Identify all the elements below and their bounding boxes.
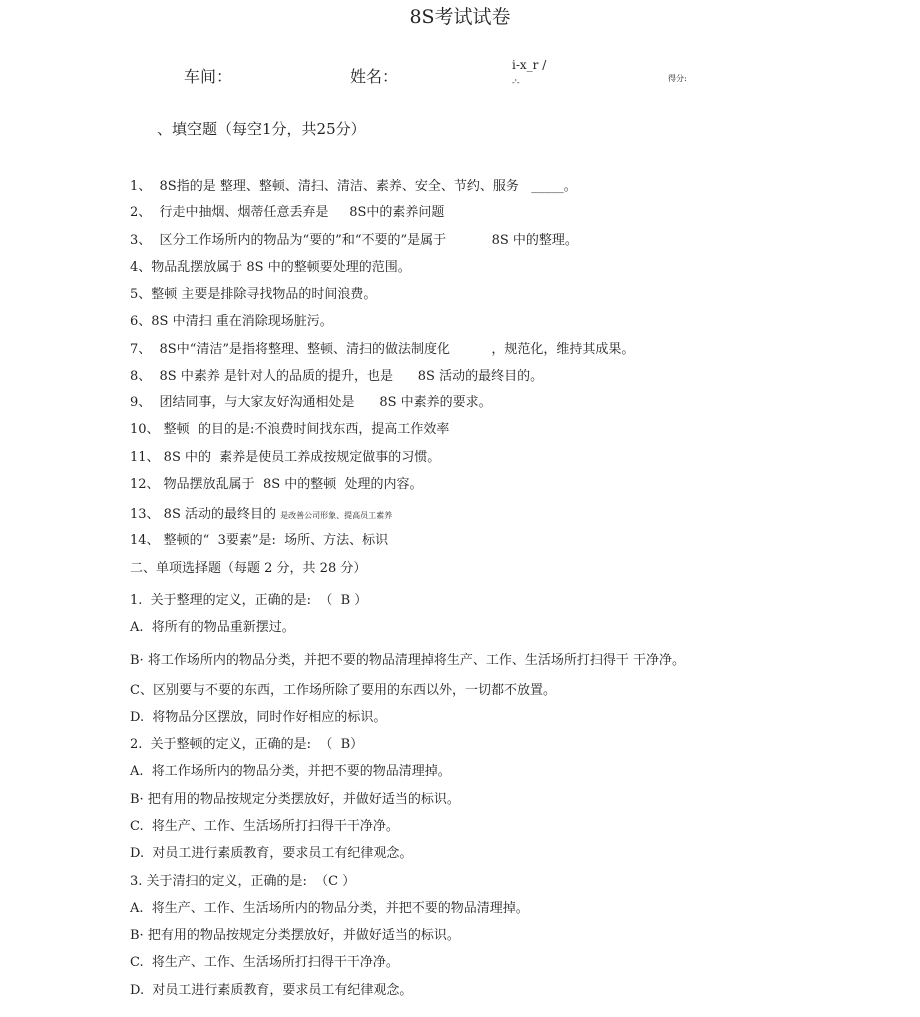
option: A. 将生产、工作、生活场所内的物品分类，并把不要的物品清理掉。 [130, 901, 529, 916]
option: C、区别要与不要的东西，工作场所除了要用的东西以外，一切都不放置。 [130, 683, 556, 698]
option: D. 对员工进行素质教育，要求员工有纪律观念。 [130, 983, 413, 998]
fill-item-text: 13、 8S 活动的最终目的 [130, 507, 281, 522]
question: 2. 关于整顿的定义，正确的是: （ B） [130, 737, 364, 752]
option: B· 把有用的物品按规定分类摆放好，并做好适当的标识。 [130, 928, 460, 943]
page-title: 8S考试试卷 [409, 6, 511, 28]
fill-item [130, 506, 392, 525]
fill-item: 10、 整顿 的目的是:不浪费时间找东西，提高工作效率 [130, 422, 450, 437]
fill-item: 6、8S 中清扫 重在消除现场脏污。 [130, 314, 333, 329]
fill-item: 1、 8S指的是 整理、整顿、清扫、清洁、素养、安全、节约、服务 _____。 [130, 179, 577, 194]
section-heading: 二、单项选择题（每题 2 分，共 28 分） [130, 561, 367, 576]
option: D. 对员工进行素质教育，要求员工有纪律观念。 [130, 846, 413, 861]
fill-item: 9、 团结同事，与大家友好沟通相处是 8S 中素养的要求。 [130, 395, 492, 410]
name-label: 姓名： [350, 67, 399, 86]
fill-item: 7、 8S中“清洁”是指将整理、整顿、清扫的做法制度化 ，规范化，维持其成果。 [130, 342, 635, 357]
fill-item: 2、 行走中抽烟、烟蒂任意丢弃是 8S中的素养问题 [130, 205, 445, 220]
fill-item: 5、整顿 主要是排除寻找物品的时间浪费。 [130, 287, 377, 302]
option: A. 将工作场所内的物品分类，并把不要的物品清理掉。 [130, 764, 451, 779]
option: C. 将生产、工作、生活场所打扫得干干净净。 [130, 819, 399, 834]
fill-item: 14、 整顿的“ 3要素”是: 场所、方法、标识 [130, 533, 389, 548]
section-heading: 、填空题（每空1分，共25分） [157, 120, 366, 138]
score-label: 得分: [668, 74, 687, 83]
fill-item-answer: 是改善公司形象、提高员工素养 [280, 511, 393, 520]
question: 3. 关于清扫的定义，正确的是: （C ） [130, 874, 356, 889]
option: D. 将物品分区摆放，同时作好相应的标识。 [130, 710, 387, 725]
fill-item: 12、 物品摆放乱属于 8S 中的整顿 处理的内容。 [130, 477, 423, 492]
fill-item: 11、 8S 中的 素养是使员工养成按规定做事的习惯。 [130, 450, 441, 465]
option: C. 将生产、工作、生活场所打扫得干干净净。 [130, 955, 399, 970]
garbled-text: i-x_r / [512, 58, 547, 72]
option: A. 将所有的物品重新摆过。 [130, 620, 295, 635]
garbled-text: -'- [512, 78, 520, 87]
fill-item: 3、 区分工作场所内的物品为“要的”和“不要的”是属于 8S 中的整理。 [130, 233, 578, 248]
fill-item: 4、物品乱摆放属于 8S 中的整顿要处理的范围。 [130, 260, 411, 275]
option: B· 将工作场所内的物品分类，并把不要的物品清理掉将生产、工作、生活场所打扫得干 干净净。 [130, 653, 685, 668]
option: B· 把有用的物品按规定分类摆放好，并做好适当的标识。 [130, 792, 460, 807]
workshop-label: 车间： [184, 67, 233, 86]
fill-item: 8、 8S 中素养 是针对人的品质的提升，也是 8S 活动的最终目的。 [130, 369, 544, 384]
question: 1. 关于整理的定义，正确的是: （ B ） [130, 593, 368, 608]
